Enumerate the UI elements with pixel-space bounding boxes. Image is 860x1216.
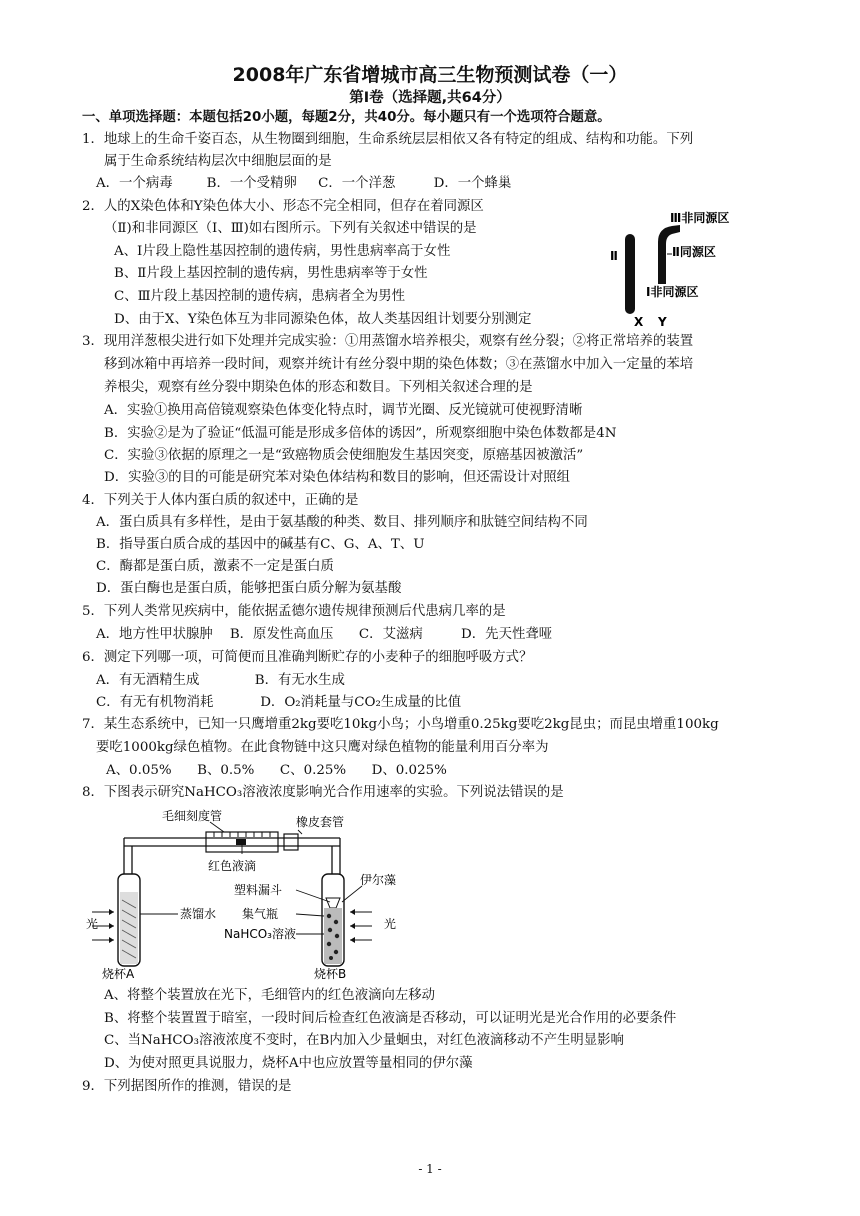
q2-stem-line2: （Ⅱ)和非同源区（Ⅰ、Ⅲ)如右图所示。下列有关叙述中错误的是 — [104, 221, 477, 236]
q3-option-c: C．实验③依据的原理之一是“致癌物质会使细胞发生基因突变，原癌基因被激活” — [104, 448, 584, 463]
label-distilled-water: 蒸馏水 — [180, 907, 217, 921]
q3-option-a: A．实验①换用高倍镜观察染色体变化特点时，调节光圈、反光镜就可使视野清晰 — [104, 403, 583, 418]
q8-option-c: C、当NaHCO₃溶液浓度不变时，在B内加入少量蛔虫，对红色液滴移动不产生明显影响 — [104, 1033, 624, 1048]
red-droplet — [236, 839, 246, 845]
q3-stem-line3: 养根尖，观察有丝分裂中期染色体的形态和数目。下列相关叙述合理的是 — [104, 380, 533, 395]
label-rubber-tube: 橡皮套管 — [296, 815, 345, 829]
label-red-drop: 红色液滴 — [208, 859, 257, 873]
q4-stem: 4．下列关于人体内蛋白质的叙述中，正确的是 — [82, 493, 359, 508]
q8-stem: 8．下图表示研究NaHCO₃溶液浓度影响光合作用速率的实验。下列说法错误的是 — [82, 785, 564, 800]
q1-stem-line2: 属于生命系统结构层次中细胞层面的是 — [104, 154, 332, 169]
chromosome-xy-figure — [600, 206, 770, 332]
q8-option-d: D、为使对照更具说服力，烧杯A中也应放置等量相同的伊尔藻 — [104, 1056, 473, 1071]
label-iii-nonhomologous: Ⅲ非同源区 — [670, 211, 730, 225]
q6-options-cd: C．有无有机物消耗 D．O₂消耗量与CO₂生成量的比值 — [96, 695, 462, 710]
q2-option-c: C、Ⅲ片段上基因控制的遗传病，患病者全为男性 — [114, 289, 405, 304]
q2-option-a: A、Ⅰ片段上隐性基因控制的遗传病，男性患病率高于女性 — [114, 244, 451, 259]
q1-options: A．一个病毒 B．一个受精卵 C．一个洋葱 D．一个蜂巢 — [96, 176, 512, 191]
q2-stem-line1: 2．人的X染色体和Y染色体大小、形态不完全相同，但存在着同源区 — [82, 199, 484, 214]
q6-options-ab: A．有无酒精生成 B．有无水生成 — [96, 673, 345, 688]
q7-stem-line1: 7．某生态系统中，已知一只鹰增重2kg要吃10kg小鸟；小鸟增重0.25kg要吃2kg昆虫；而昆虫增重100kg — [82, 717, 719, 732]
label-ii-homologous: Ⅱ同源区 — [672, 245, 716, 259]
page-subtitle: 第Ⅰ卷（选择题,共64分） — [349, 90, 511, 106]
label-nahco3: NaHCO₃溶液 — [224, 927, 296, 941]
q4-option-b: B．指导蛋白质合成的基因中的碱基有C、G、A、T、U — [96, 537, 425, 552]
q6-stem: 6．测定下列哪一项，可简便而且准确判断贮存的小麦种子的细胞呼吸方式？ — [82, 650, 533, 665]
q8-option-a: A、将整个装置放在光下，毛细管内的红色液滴向左移动 — [104, 988, 436, 1003]
q4-option-d: D．蛋白酶也是蛋白质，能够把蛋白质分解为氨基酸 — [96, 581, 402, 596]
q3-stem-line2: 移到冰箱中再培养一段时间，观察并统计有丝分裂中期的染色体数；③在蒸馏水中加入一定量的苯培 — [104, 357, 694, 372]
section-heading: 一、单项选择题：本题包括20小题，每题2分，共40分。每小题只有一个选项符合题意。 — [82, 110, 611, 125]
q3-option-d: D．实验③的目的可能是研究苯对染色体结构和数目的影响，但还需设计对照组 — [104, 470, 571, 485]
label-beaker-b: 烧杯B — [314, 967, 347, 980]
q7-stem-line2: 要吃1000kg绿色植物。在此食物链中这只鹰对绿色植物的能量利用百分率为 — [96, 740, 549, 755]
q5-stem: 5．下列人类常见疾病中，能依据孟德尔遗传规律预测后代患病几率的是 — [82, 604, 506, 619]
label-x: X — [634, 315, 644, 329]
label-light-left: 光 — [86, 917, 99, 931]
q7-options: A、0.05% B、0.5% C、0.25% D、0.025% — [106, 763, 447, 778]
q2-option-d: D、由于X、Y染色体互为非同源染色体，故人类基因组计划要分别测定 — [114, 312, 532, 327]
label-elodea: 伊尔藻 — [360, 873, 397, 887]
q4-option-c: C．酶都是蛋白质，激素不一定是蛋白质 — [96, 559, 334, 574]
q8-option-b: B、将整个装置置于暗室，一段时间后检查红色液滴是否移动，可以证明光是光合作用的必要条件 — [104, 1011, 677, 1026]
page-title: 2008年广东省增城市高三生物预测试卷（一） — [232, 64, 628, 86]
label-ii: Ⅱ — [610, 249, 618, 263]
q3-stem-line1: 3．现用洋葱根尖进行如下处理并完成实验：①用蒸馏水培养根尖，观察有丝分裂；②将正常培养的装置 — [82, 334, 694, 349]
rubber-sleeve — [284, 834, 298, 850]
photosynthesis-apparatus-figure — [84, 804, 444, 980]
label-i-nonhomologous: Ⅰ非同源区 — [646, 285, 699, 299]
label-gas-bottle: 集气瓶 — [242, 907, 279, 921]
label-beaker-a: 烧杯A — [102, 967, 135, 980]
label-funnel: 塑料漏斗 — [234, 883, 283, 897]
q4-option-a: A．蛋白质具有多样性，是由于氨基酸的种类、数目、排列顺序和肽链空间结构不同 — [96, 515, 588, 530]
page-number: - 1 - — [418, 1162, 442, 1176]
label-y: Y — [658, 315, 667, 329]
q1-stem-line1: 1．地球上的生命千姿百态，从生物圈到细胞，生命系统层层相依又各有特定的组成、结构和功能。下列 — [82, 132, 694, 147]
label-capillary: 毛细刻度管 — [162, 809, 223, 823]
q3-option-b: B．实验②是为了验证“低温可能是形成多倍体的诱因”，所观察细胞中染色体数都是4N — [104, 426, 617, 441]
x-chromosome-shape — [625, 234, 635, 314]
q2-option-b: B、Ⅱ片段上基因控制的遗传病，男性患病率等于女性 — [114, 266, 428, 281]
q9-stem: 9．下列据图所作的推测，错误的是 — [82, 1079, 292, 1094]
beaker-b-solution — [324, 908, 342, 964]
label-light-right: 光 — [384, 917, 397, 931]
q5-options: A．地方性甲状腺肿 B．原发性高血压 C．艾滋病 D．先天性聋哑 — [96, 627, 553, 642]
